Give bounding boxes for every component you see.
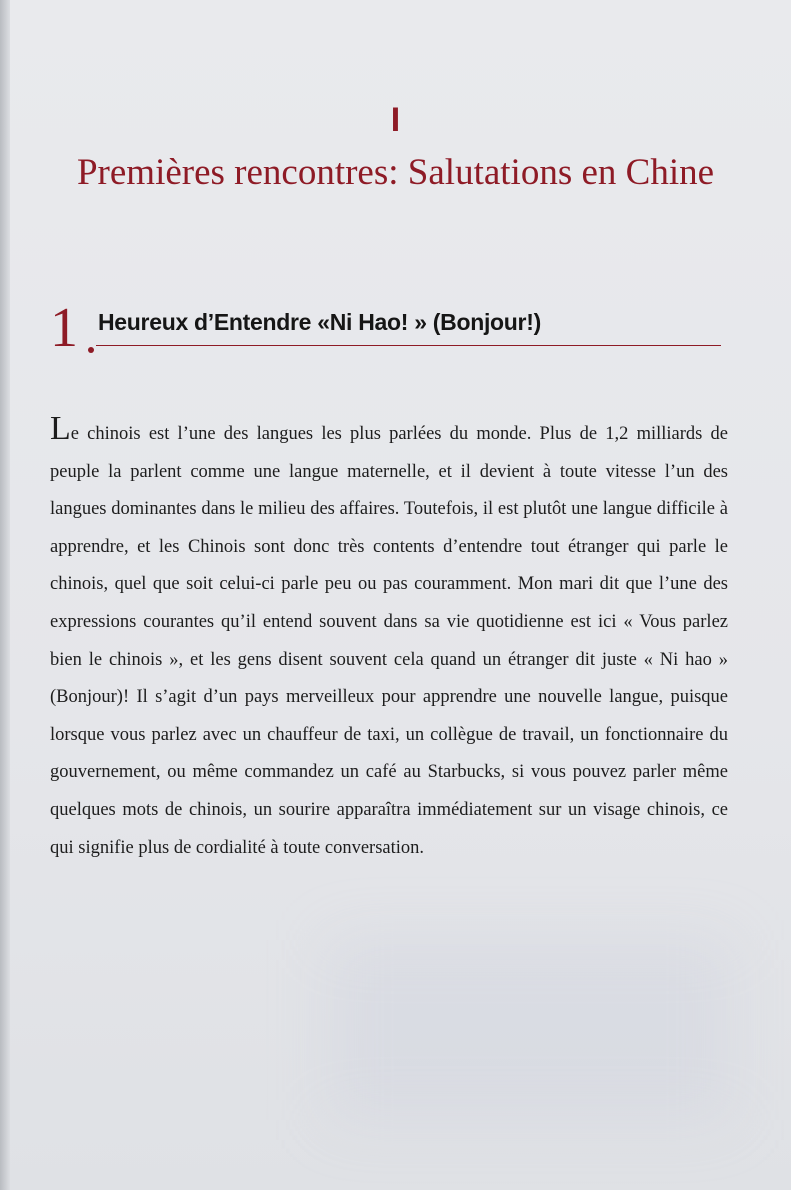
section-bullet-dot [88,347,94,353]
section-rule [96,345,721,346]
section-number: 1 [50,297,78,359]
body-paragraph-text: e chinois est l’une des langues les plus parlées du monde. Plus de 1,2 milliards de peuple la parlent comme une langue maternelle, et il devient à toute vitesse l’un des langues dominantes dans le milieu des affaires. Toutefois, il est plutôt une langue difficile à apprendre, et les Chinois sont donc très contents d’entendre tout étranger qui parle le chinois, quel que soit celui-ci parle peu ou pas couramment. Mon mari dit que l’une des expressions courantes qu’il entend souvent dans sa vie quotidienne est ici « Vous parlez bien le chinois », et les gens disent souvent cela quand un étranger dit juste « Ni hao » (Bonjour)! Il s’agit d’un pays merveilleux pour apprendre une nouvelle langue, puisque lorsque vous parlez avec un chauffeur de taxi, un collègue de travail, un fonctionnaire du gouvernement, ou même commandez un café au Starbucks, si vous pouvez parler même quelques mots de chinois, un sourire apparaîtra immédiatement sur un visage chinois, ce qui signifie plus de cordialité à toute conversation. [50,424,728,858]
page-shadow [330,940,730,1120]
chapter-title: Premières rencontres: Salutations en Chine [76,152,715,193]
page-binding-edge [0,0,10,1190]
section-title: Heureux d’Entendre «Ni Hao! » (Bonjour!) [98,309,541,335]
body-paragraph [50,410,728,867]
chapter-number: I [390,101,401,139]
drop-cap: L [50,410,71,447]
